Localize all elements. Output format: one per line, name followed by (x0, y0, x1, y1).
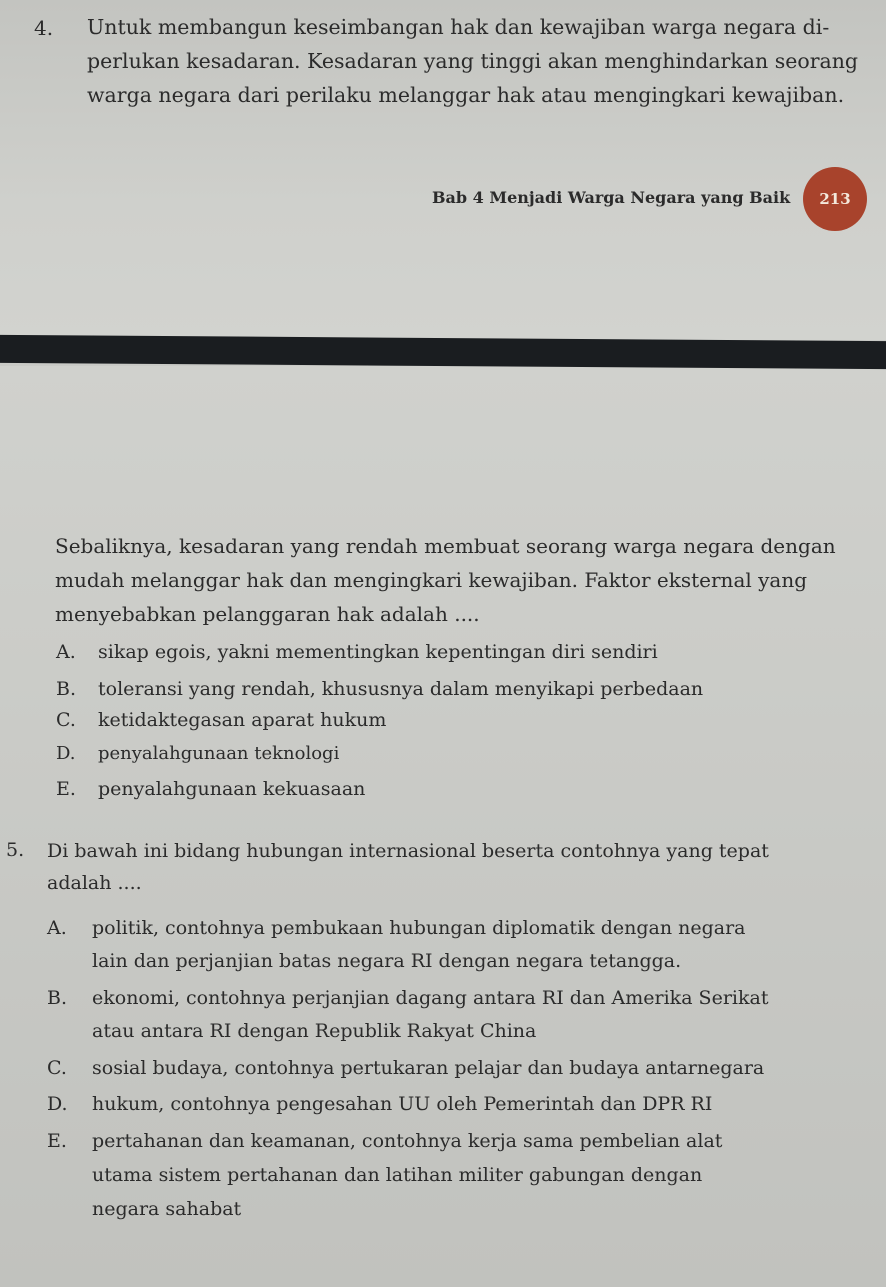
option-line: atau antara RI dengan Republik Rakyat China (92, 1020, 537, 1042)
option-line: pertahanan dan keamanan, contohnya kerja sama pembelian alat (92, 1130, 723, 1152)
option-text: ketidaktegasan aparat hukum (98, 709, 387, 731)
option-letter: D. (47, 1093, 68, 1115)
option-letter: B. (56, 678, 77, 700)
question-5-text (47, 836, 769, 898)
option-line: negara sahabat (92, 1198, 242, 1220)
option-line: politik, contohnya pembukaan hubungan diplomatik dengan negara (92, 917, 746, 939)
option-text: toleransi yang rendah, khususnya dalam menyikapi perbedaan (98, 678, 704, 700)
page-number-badge: 213 (803, 167, 867, 231)
option-text: hukum, contohnya pengesahan UU oleh Pemerintah dan DPR RI (92, 1093, 713, 1115)
question-5-line: Di bawah ini bidang hubungan internasional beserta contohnya yang tepat (47, 840, 769, 862)
option-line: utama sistem pertahanan dan latihan militer gabungan dengan (92, 1164, 703, 1186)
question-4-line: warga negara dari perilaku melanggar hak atau mengingkari kewajiban. (87, 83, 845, 107)
option-text: sikap egois, yakni mementingkan kepentingan diri sendiri (98, 641, 658, 663)
question-4-line: mudah melanggar hak dan mengingkari kewajiban. Faktor eksternal yang (55, 568, 808, 592)
option-letter: A. (56, 641, 76, 663)
question-4-continued (55, 531, 836, 630)
question-4-line: perlukan kesadaran. Kesadaran yang tinggi akan menghindarkan seorang (87, 49, 859, 73)
option-letter: E. (56, 778, 76, 800)
chapter-footer: Bab 4 Menjadi Warga Negara yang Baik (432, 188, 791, 207)
question-4-line: Sebaliknya, kesadaran yang rendah membuat seorang warga negara dengan (55, 534, 836, 558)
option-letter: C. (56, 709, 76, 731)
option-text (92, 912, 746, 978)
option-letter: E. (47, 1130, 67, 1152)
option-text (92, 1124, 722, 1226)
option-letter: C. (47, 1057, 67, 1079)
option-text: penyalahgunaan kekuasaan (98, 778, 366, 800)
option-text: sosial budaya, contohnya pertukaran pelajar dan budaya antarnegara (92, 1057, 765, 1079)
option-letter: B. (47, 987, 68, 1009)
question-5-line: adalah .... (47, 872, 142, 894)
option-text: penyalahgunaan teknologi (98, 743, 340, 764)
option-text (92, 982, 768, 1048)
option-line: lain dan perjanjian batas negara RI dengan negara tetangga. (92, 950, 682, 972)
question-4-line: Untuk membangun keseimbangan hak dan kewajiban warga negara di- (87, 15, 830, 39)
option-line: ekonomi, contohnya perjanjian dagang antara RI dan Amerika Serikat (92, 987, 769, 1009)
question-4-text (87, 12, 858, 111)
option-letter: A. (47, 917, 67, 939)
question-4-number: 4. (34, 16, 54, 40)
question-4-line: menyebabkan pelanggaran hak adalah .... (55, 602, 480, 626)
question-5-number: 5. (6, 839, 25, 861)
option-letter: D. (56, 743, 76, 764)
page-gap-divider (0, 335, 886, 369)
